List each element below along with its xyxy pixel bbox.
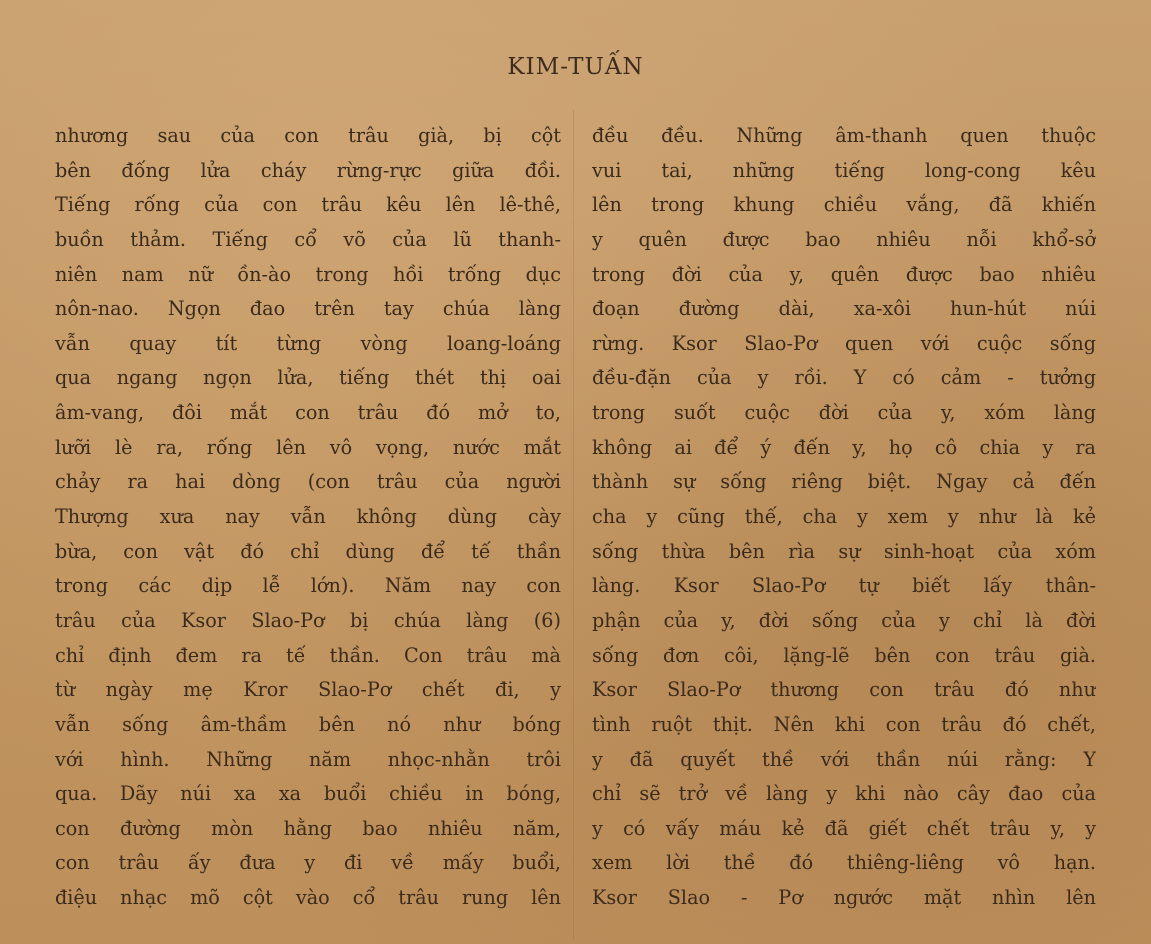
text-line: chảy ra hai dòng (con trâu của người: [55, 470, 561, 494]
text-line: y đã quyết thề với thần núi rằng: Y: [592, 747, 1096, 771]
text-line: bên đống lửa cháy rừng-rực giữa đồi.: [55, 158, 561, 182]
text-line: trong các dịp lễ lớn). Năm nay con: [55, 574, 561, 598]
page-header: KIM-TUẤN: [507, 54, 644, 80]
text-line: tình ruột thịt. Nên khi con trâu đó chết,: [592, 712, 1096, 736]
text-line: xem lời thề đó thiêng-liêng vô hạn.: [592, 851, 1096, 875]
text-column-left: [55, 119, 561, 916]
text-line: buồn thảm. Tiếng cổ võ của lũ thanh-: [55, 227, 561, 251]
text-line: niên nam nữ ồn-ào trong hồi trống dục: [55, 262, 561, 286]
text-line: phận của y, đời sống của y chỉ là đời: [592, 608, 1096, 632]
text-line: với hình. Những năm nhọc-nhằn trôi: [55, 747, 561, 771]
text-line: âm-vang, đôi mắt con trâu đó mở to,: [55, 401, 561, 425]
text-line: rừng. Ksor Slao-Pơ quen với cuộc sống: [592, 331, 1096, 355]
text-line: đều-đặn của y rồi. Y có cảm - tưởng: [592, 366, 1096, 390]
text-line: vui tai, những tiếng long-cong kêu: [592, 158, 1096, 182]
text-line: nhương sau của con trâu già, bị cột: [55, 124, 561, 147]
text-line: Ksor Slao - Pơ ngước mặt nhìn lên: [592, 886, 1096, 910]
text-line: vẫn sống âm-thầm bên nó như bóng: [55, 712, 561, 736]
text-line: qua. Dãy núi xa xa buổi chiều in bóng,: [55, 782, 561, 806]
column-gutter: [573, 110, 574, 940]
text-line: không ai để ý đến y, họ cô chia y ra: [592, 435, 1096, 459]
text-line: Thượng xưa nay vẫn không dùng cày: [55, 505, 561, 529]
text-line: trâu của Ksor Slao-Pơ bị chúa làng (6): [55, 608, 561, 632]
text-line: y có vấy máu kẻ đã giết chết trâu y, y: [592, 816, 1096, 840]
text-line: y quên được bao nhiêu nỗi khổ-sở: [592, 227, 1096, 251]
text-line: lên trong khung chiều vắng, đã khiến: [592, 193, 1096, 217]
text-line: bừa, con vật đó chỉ dùng để tế thần: [55, 539, 561, 563]
text-line: con trâu ấy đưa y đi về mấy buổi,: [55, 851, 561, 875]
text-line: con đường mòn hằng bao nhiêu năm,: [55, 816, 561, 840]
text-line: làng. Ksor Slao-Pơ tự biết lấy thân-: [592, 574, 1096, 598]
text-line: Tiếng rống của con trâu kêu lên lê-thê,: [55, 193, 561, 217]
text-line: lưỡi lè ra, rống lên vô vọng, nước mắt: [55, 435, 561, 459]
text-line: chỉ sẽ trở về làng y khi nào cây đao của: [592, 782, 1096, 806]
text-line: đoạn đường dài, xa-xôi hun-hút núi: [592, 297, 1096, 321]
text-line: vẫn quay tít từng vòng loang-loáng: [55, 331, 561, 355]
text-line: điệu nhạc mõ cột vào cổ trâu rung lên: [55, 886, 561, 910]
text-line: thành sự sống riêng biệt. Ngay cả đến: [592, 470, 1096, 494]
text-line: trong suốt cuộc đời của y, xóm làng: [592, 401, 1096, 425]
text-line: từ ngày mẹ Kror Slao-Pơ chết đi, y: [55, 678, 561, 702]
text-line: đều đều. Những âm-thanh quen thuộc: [592, 124, 1096, 147]
text-line: Ksor Slao-Pơ thương con trâu đó như: [592, 678, 1096, 702]
text-line: sống đơn côi, lặng-lẽ bên con trâu già.: [592, 643, 1096, 667]
text-line: chỉ định đem ra tế thần. Con trâu mà: [55, 643, 561, 667]
text-line: qua ngang ngọn lửa, tiếng thét thị oai: [55, 366, 561, 390]
text-line: trong đời của y, quên được bao nhiêu: [592, 262, 1096, 286]
text-line: nôn-nao. Ngọn đao trên tay chúa làng: [55, 297, 561, 321]
text-column-right: [592, 119, 1096, 916]
text-line: sống thừa bên rìa sự sinh-hoạt của xóm: [592, 539, 1096, 563]
text-line: cha y cũng thế, cha y xem y như là kẻ: [592, 505, 1096, 529]
